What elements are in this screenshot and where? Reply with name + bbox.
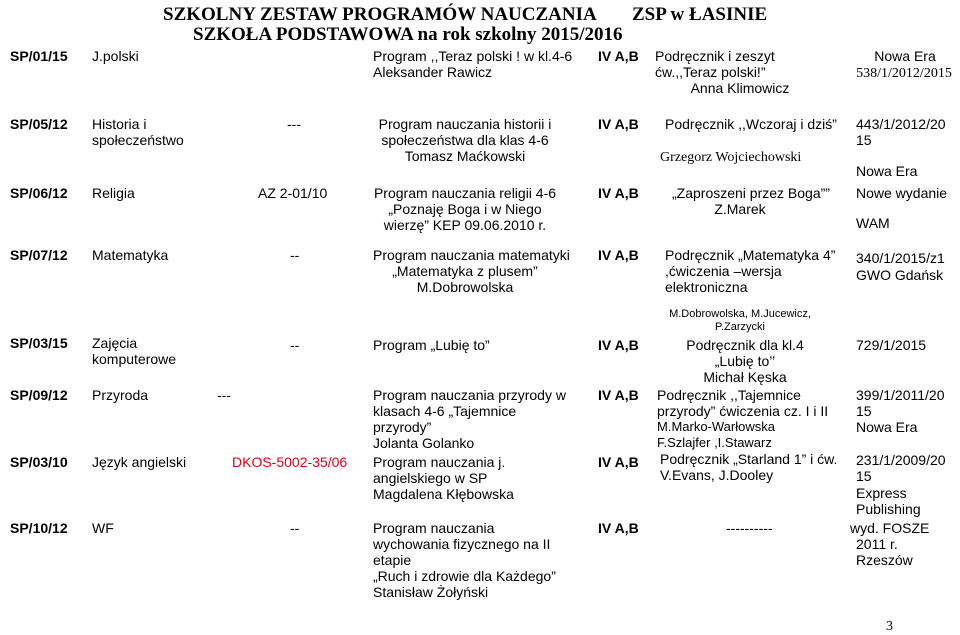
- row-textbook: ćw.,,Teraz polski!”: [655, 64, 766, 80]
- row-number: 538/1/2012/2015: [856, 66, 952, 81]
- row-textbook: Z.Marek: [714, 201, 766, 217]
- row-textbook: Grzegorz Wojciechowski: [660, 150, 802, 165]
- row-textbook: Podręcznik ,,Tajemnice: [657, 387, 801, 403]
- row-classes: IV A,B: [598, 454, 639, 470]
- row-classes: IV A,B: [598, 48, 639, 64]
- row-number: WAM: [856, 215, 890, 231]
- row-approval: DKOS-5002-35/06: [232, 454, 348, 470]
- row-textbook: przyrody” ćwiczenia cz. I i II: [657, 403, 829, 419]
- row-program: Tomasz Maćkowski: [404, 148, 526, 164]
- row-textbook: Anna Klimowicz: [690, 80, 790, 96]
- row-textbook: Podręcznik „Matematyka 4”: [665, 247, 836, 263]
- row-number: 15: [856, 468, 872, 484]
- row-number: Publishing: [856, 501, 921, 517]
- row-textbook: Podręcznik dla kl.4: [686, 337, 804, 353]
- row-code: SP/05/12: [10, 116, 68, 132]
- row-classes: IV A,B: [598, 337, 639, 353]
- row-program: przyrody”: [373, 419, 432, 435]
- row-subject: Matematyka: [92, 247, 169, 263]
- row-approval: --: [290, 247, 300, 263]
- row-subject: Przyroda: [92, 387, 149, 403]
- row-code: SP/03/10: [10, 454, 68, 470]
- row-subject: WF: [92, 520, 114, 536]
- row-code: SP/06/12: [10, 185, 68, 201]
- row-program: etapie: [373, 552, 412, 568]
- row-textbook: „Zaproszeni przez Boga””: [672, 185, 830, 201]
- row-code: SP/01/15: [10, 48, 68, 64]
- row-program: „Matematyka z plusem”: [392, 263, 538, 279]
- row-number: Nowe wydanie: [856, 185, 948, 201]
- row-classes: IV A,B: [598, 520, 639, 536]
- row-textbook: ,ćwiczenia –wersja: [665, 263, 782, 279]
- row-program: Program nauczania religii 4-6: [373, 185, 557, 201]
- header-subtitle: SZKOŁA PODSTAWOWA na rok szkolny 2015/2016: [193, 24, 623, 45]
- row-textbook: ----------: [726, 520, 773, 536]
- row-program: Jolanta Golanko: [373, 435, 475, 451]
- row-number: Express: [856, 485, 907, 501]
- row-number: 729/1/2015: [856, 337, 927, 353]
- row-program: Program nauczania przyrody w: [373, 387, 566, 403]
- row-program: „Poznaję Boga i w Niego: [388, 201, 542, 217]
- row-number: 15: [856, 132, 872, 148]
- row-program: wierzę” KEP 09.06.2010 r.: [383, 217, 547, 233]
- row-program: klasach 4-6 „Tajemnice: [373, 403, 517, 419]
- row-number: Nowa Era: [856, 419, 918, 435]
- row-number: 399/1/2011/20: [856, 387, 945, 403]
- row-program: Program nauczania: [373, 520, 495, 536]
- row-code: SP/09/12: [10, 387, 68, 403]
- row-program: „Ruch i zdrowie dla Każdego”: [373, 568, 556, 584]
- row-program: Magdalena Kłębowska: [373, 486, 514, 502]
- row-number: wyd. FOSZE: [850, 520, 930, 536]
- row-number: Nowa Era: [874, 48, 936, 64]
- row-classes: IV A,B: [598, 387, 639, 403]
- row-number: Rzeszów: [856, 552, 913, 568]
- row-textbook: V.Evans, J.Dooley: [660, 467, 774, 483]
- row-program: wychowania fizycznego na II: [373, 536, 551, 552]
- row-code: SP/03/15: [10, 335, 68, 351]
- row-subject: Język angielski: [92, 454, 187, 470]
- row-code: SP/07/12: [10, 247, 68, 263]
- row-program: Program nauczania j.: [373, 454, 506, 470]
- header-title: SZKOLNY ZESTAW PROGRAMÓW NAUCZANIA: [163, 4, 597, 25]
- row-number: 340/1/2015/z1: [856, 250, 945, 266]
- row-subject: komputerowe: [92, 351, 177, 367]
- row-program: Program ,,Teraz polski ! w kl.4-6: [373, 48, 573, 64]
- row-textbook: Podręcznik ,,Wczoraj i dziś”: [665, 116, 837, 132]
- row-textbook: „Lubię to’’: [714, 353, 776, 369]
- row-subject: społeczeństwo: [92, 132, 184, 148]
- row-program: Program „Lubię to”: [373, 337, 490, 353]
- row-program: M.Dobrowolska: [416, 279, 514, 295]
- row-textbook: Podręcznik i zeszyt: [655, 48, 775, 64]
- row-classes: IV A,B: [598, 185, 639, 201]
- row-textbook: M.Marko-Warłowska: [657, 419, 775, 434]
- row-textbook: Podręcznik „Starland 1” i ćw.: [660, 451, 838, 467]
- row-textbook: F.Szlajfer ,I.Stawarz: [657, 435, 772, 450]
- row-textbook: Michał Kęska: [703, 369, 787, 385]
- row-subject: Religia: [92, 185, 135, 201]
- header-school: ZSP w ŁASINIE: [632, 4, 768, 25]
- row-approval: ---: [217, 387, 231, 403]
- row-approval: ---: [287, 116, 301, 132]
- row-code: SP/10/12: [10, 520, 68, 536]
- row-textbook: elektroniczna: [665, 279, 748, 295]
- row-approval: --: [290, 337, 300, 353]
- row-number: 2011 r.: [856, 536, 898, 552]
- row-subject: J.polski: [92, 48, 139, 64]
- row-number: 231/1/2009/20: [856, 452, 946, 468]
- row-approval: AZ 2-01/10: [258, 185, 328, 201]
- row-program: Stanisław Żołyński: [373, 584, 489, 600]
- row-textbook-authors: P.Zarzycki: [715, 321, 765, 333]
- row-program: angielskiego w SP: [373, 470, 488, 486]
- row-number: 15: [856, 403, 872, 419]
- row-number: GWO Gdańsk: [856, 267, 944, 283]
- row-textbook-authors: M.Dobrowolska, M.Jucewicz,: [669, 308, 811, 320]
- row-classes: IV A,B: [598, 116, 639, 132]
- row-classes: IV A,B: [598, 247, 639, 263]
- row-approval: --: [290, 520, 300, 536]
- page-number: 3: [886, 619, 893, 634]
- row-number: 443/1/2012/20: [856, 116, 946, 132]
- row-subject: Zajęcia: [92, 335, 138, 351]
- row-number: Nowa Era: [856, 163, 918, 179]
- row-program: społeczeństwa dla klas 4-6: [381, 132, 549, 148]
- row-program: Program nauczania historii i: [378, 116, 552, 132]
- row-program: Program nauczania matematyki: [373, 247, 570, 263]
- row-program: Aleksander Rawicz: [373, 64, 493, 80]
- row-subject: Historia i: [92, 116, 147, 132]
